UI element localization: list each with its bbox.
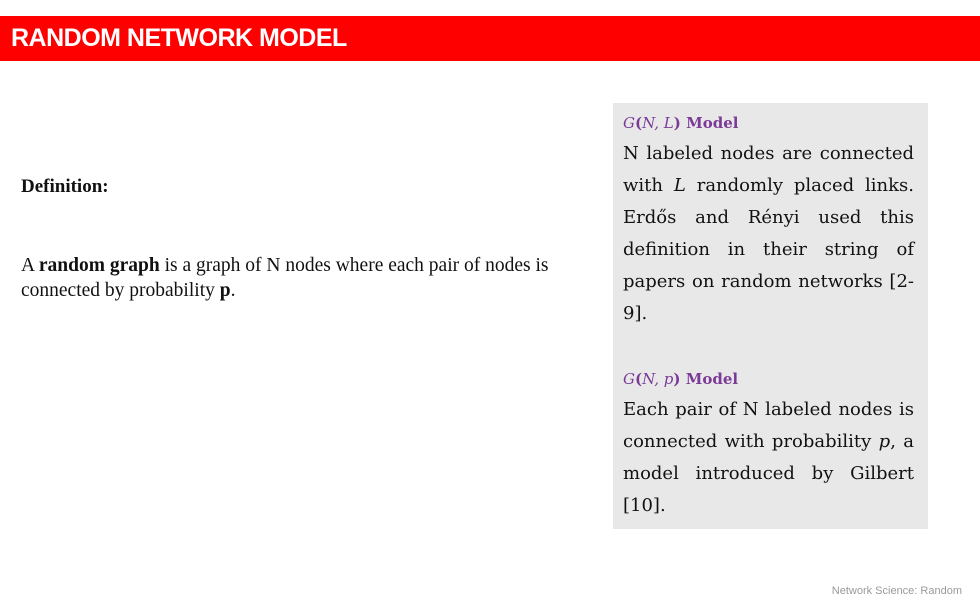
definition-label: Definition:	[21, 176, 109, 197]
gnp-heading-open: (	[634, 370, 643, 388]
gnp-body-part1: Each pair of N labeled nodes is connected with probability	[623, 399, 914, 452]
definition-probability: p	[219, 280, 231, 301]
gnl-model-heading	[623, 114, 914, 132]
gnp-heading-args: N, p	[642, 370, 674, 388]
gnp-heading-g: G	[623, 370, 635, 388]
gnl-heading-args: N, L	[642, 114, 674, 132]
gnp-model-heading	[623, 370, 914, 388]
gnl-heading-open: (	[634, 114, 643, 132]
definition-text	[21, 253, 581, 303]
gnp-model-block	[623, 370, 914, 522]
definition-mid: is a graph of N nodes where each pair of nodes is connected by probability	[21, 255, 549, 301]
gnp-model-body	[623, 394, 914, 522]
model-sidebar	[613, 103, 928, 529]
gnp-body-variable: p	[878, 431, 891, 452]
gnl-model-block	[623, 114, 914, 330]
title-bar	[0, 16, 980, 61]
gnp-heading-close: )	[673, 370, 681, 388]
gnl-body-part1: N labeled nodes are connected with	[623, 143, 914, 196]
gnl-heading-close: )	[673, 114, 681, 132]
gnl-body-part2: randomly placed links. Erdős and Rényi used this definition in their string of papers on random networks [2-9].	[623, 175, 914, 324]
gnl-body-variable: L	[673, 175, 686, 196]
footer-text: Network Science: Random	[831, 585, 962, 597]
gnp-heading-model: Model	[680, 370, 739, 388]
gnp-body-part2: , a model introduced by Gilbert [10].	[623, 431, 914, 516]
definition-term: random graph	[38, 255, 160, 276]
page-title: RANDOM NETWORK MODEL	[11, 24, 347, 52]
gnl-heading-g: G	[623, 114, 635, 132]
definition-pre: A	[21, 255, 39, 276]
gnl-model-body	[623, 138, 914, 330]
definition-end: .	[230, 280, 236, 301]
gnl-heading-model: Model	[680, 114, 739, 132]
